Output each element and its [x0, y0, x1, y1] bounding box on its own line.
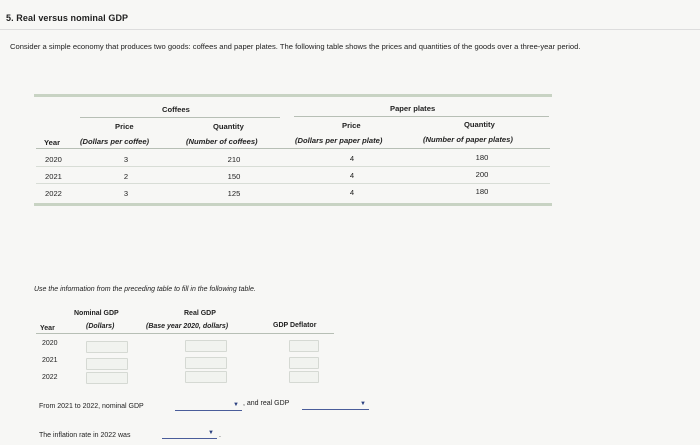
unit-real-gdp: (Base year 2020, dollars) — [146, 323, 229, 330]
header-plate-quantity: Quantity — [464, 120, 495, 129]
header-rule — [36, 333, 334, 334]
cell-coffee-quantity: 150 — [227, 172, 241, 181]
real-gdp-2021-input[interactable] — [185, 357, 227, 369]
group-underline-plates — [294, 116, 549, 117]
row-year: 2022 — [42, 374, 58, 381]
question-heading: 5. Real versus nominal GDP — [6, 13, 129, 23]
nominal-gdp-2020-input[interactable] — [86, 341, 128, 353]
cell-coffee-price: 3 — [123, 189, 129, 198]
row-year: 2020 — [45, 155, 62, 164]
cell-plate-quantity: 180 — [475, 153, 489, 162]
table-bottom-rule — [34, 203, 552, 206]
nominal-gdp-2021-input[interactable] — [86, 358, 128, 370]
cell-plate-quantity: 200 — [475, 170, 489, 179]
real-gdp-2020-input[interactable] — [185, 340, 227, 352]
gdp-deflator-2021-input[interactable] — [289, 357, 319, 369]
row-year: 2021 — [45, 172, 62, 181]
intro-paragraph: Consider a simple economy that produces two goods: coffees and paper plates. The following table shows the prices and quantities of the goods over a three-year period. — [10, 42, 581, 51]
caret-down-icon: ▼ — [360, 401, 366, 407]
gdp-deflator-2020-input[interactable] — [289, 340, 319, 352]
row-year: 2022 — [45, 189, 62, 198]
unit-nominal-gdp: (Dollars) — [86, 323, 115, 330]
cell-plate-price: 4 — [349, 154, 355, 163]
instruction-text: Use the information from the preceding table to fill in the following table. — [34, 286, 256, 293]
header-year: Year — [44, 138, 61, 147]
header-year: Year — [40, 325, 55, 332]
group-underline-coffees — [80, 117, 280, 118]
row-rule — [36, 166, 550, 167]
caret-down-icon: ▼ — [233, 402, 239, 408]
header-nominal-gdp: Nominal GDP — [74, 310, 119, 317]
group-header-paper-plates: Paper plates — [390, 104, 436, 113]
nominal-gdp-2022-input[interactable] — [86, 372, 128, 384]
header-coffee-quantity: Quantity — [213, 122, 244, 131]
cell-coffee-quantity: 125 — [227, 189, 241, 198]
header-plate-price: Price — [342, 121, 361, 130]
unit-plate-price: (Dollars per paper plate) — [295, 136, 383, 145]
header-gdp-deflator: GDP Deflator — [273, 322, 317, 329]
q2-prefix: The inflation rate in 2022 was — [39, 432, 131, 439]
caret-down-icon: ▼ — [208, 430, 214, 436]
row-rule — [36, 183, 550, 184]
cell-plate-price: 4 — [349, 188, 355, 197]
table-top-rule — [34, 94, 552, 97]
cell-coffee-price: 2 — [123, 172, 129, 181]
header-coffee-price: Price — [115, 122, 134, 131]
unit-plate-quantity: (Number of paper plates) — [423, 135, 513, 144]
gdp-deflator-2022-input[interactable] — [289, 371, 319, 383]
cell-coffee-price: 3 — [123, 155, 129, 164]
divider — [0, 29, 700, 30]
q1-middle: , and real GDP — [243, 400, 290, 407]
unit-coffee-price: (Dollars per coffee) — [80, 137, 150, 146]
nominal-gdp-change-select[interactable] — [175, 401, 242, 411]
header-real-gdp: Real GDP — [184, 310, 216, 317]
real-gdp-2022-input[interactable] — [185, 371, 227, 383]
cell-plate-price: 4 — [349, 171, 355, 180]
header-rule — [36, 148, 550, 149]
real-gdp-change-select[interactable] — [302, 400, 369, 410]
group-header-coffees: Coffees — [162, 105, 190, 114]
q2-suffix: . — [219, 432, 221, 439]
cell-coffee-quantity: 210 — [227, 155, 241, 164]
inflation-rate-select[interactable] — [162, 429, 217, 439]
cell-plate-quantity: 180 — [475, 187, 489, 196]
unit-coffee-quantity: (Number of coffees) — [186, 137, 258, 146]
row-year: 2021 — [42, 357, 58, 364]
q1-prefix: From 2021 to 2022, nominal GDP — [39, 403, 144, 410]
row-year: 2020 — [42, 340, 58, 347]
